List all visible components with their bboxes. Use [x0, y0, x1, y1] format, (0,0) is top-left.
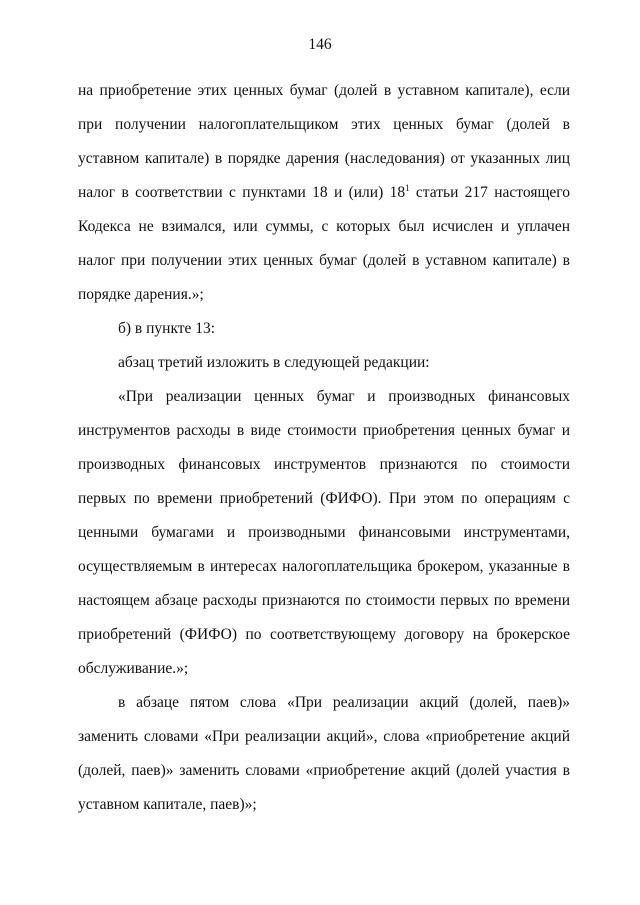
paragraph-text: статьи 217 настоящего Кодекса не взимался, или суммы, с которых был исчислен и уплачен налог при получении этих ценных бумаг (долей в уставном капитале) в порядке дарения.»;	[78, 184, 570, 303]
paragraph-instruction: абзац третий изложить в следующей редакции:	[118, 354, 430, 371]
paragraph-quote: «При реализации ценных бумаг и производных финансовых инструментов расходы в виде стоимости приобретения ценных бумаг и производных финансовых инструментов признаются по стоимости первых по времени приобретений (ФИФО). При этом по операциям с ценными бумагами и производными финансовыми инструментами, осуществляемым в интересах налогоплательщика брокером, указанные в настоящем абзаце расходы признаются по стоимости первых по времени приобретений (ФИФО) по соответствующему договору на брокерское обслуживание.»;	[78, 388, 570, 677]
paragraph-text: на приобретение этих ценных бумаг (долей в уставном капитале), если при получении налогоплательщиком этих ценных бумаг (долей в уставном капитале) в порядке дарения (наследования) от указанных лиц налог в соответствии с пунктами 18 и (или) 18	[78, 82, 570, 201]
page-number: 146	[308, 36, 332, 53]
paragraph-continuation	[78, 74, 570, 312]
paragraph-subitem: б) в пункте 13:	[118, 320, 216, 337]
superscript: 1	[405, 183, 410, 193]
paragraph-amendment: в абзаце пятом слова «При реализации акций (долей, паев)» заменить словами «При реализации акций», слова «приобретение акций (долей, паев)» заменить словами «приобретение акций (долей участия в уставном капитале, паев)»;	[78, 694, 570, 813]
document-body	[78, 74, 570, 822]
